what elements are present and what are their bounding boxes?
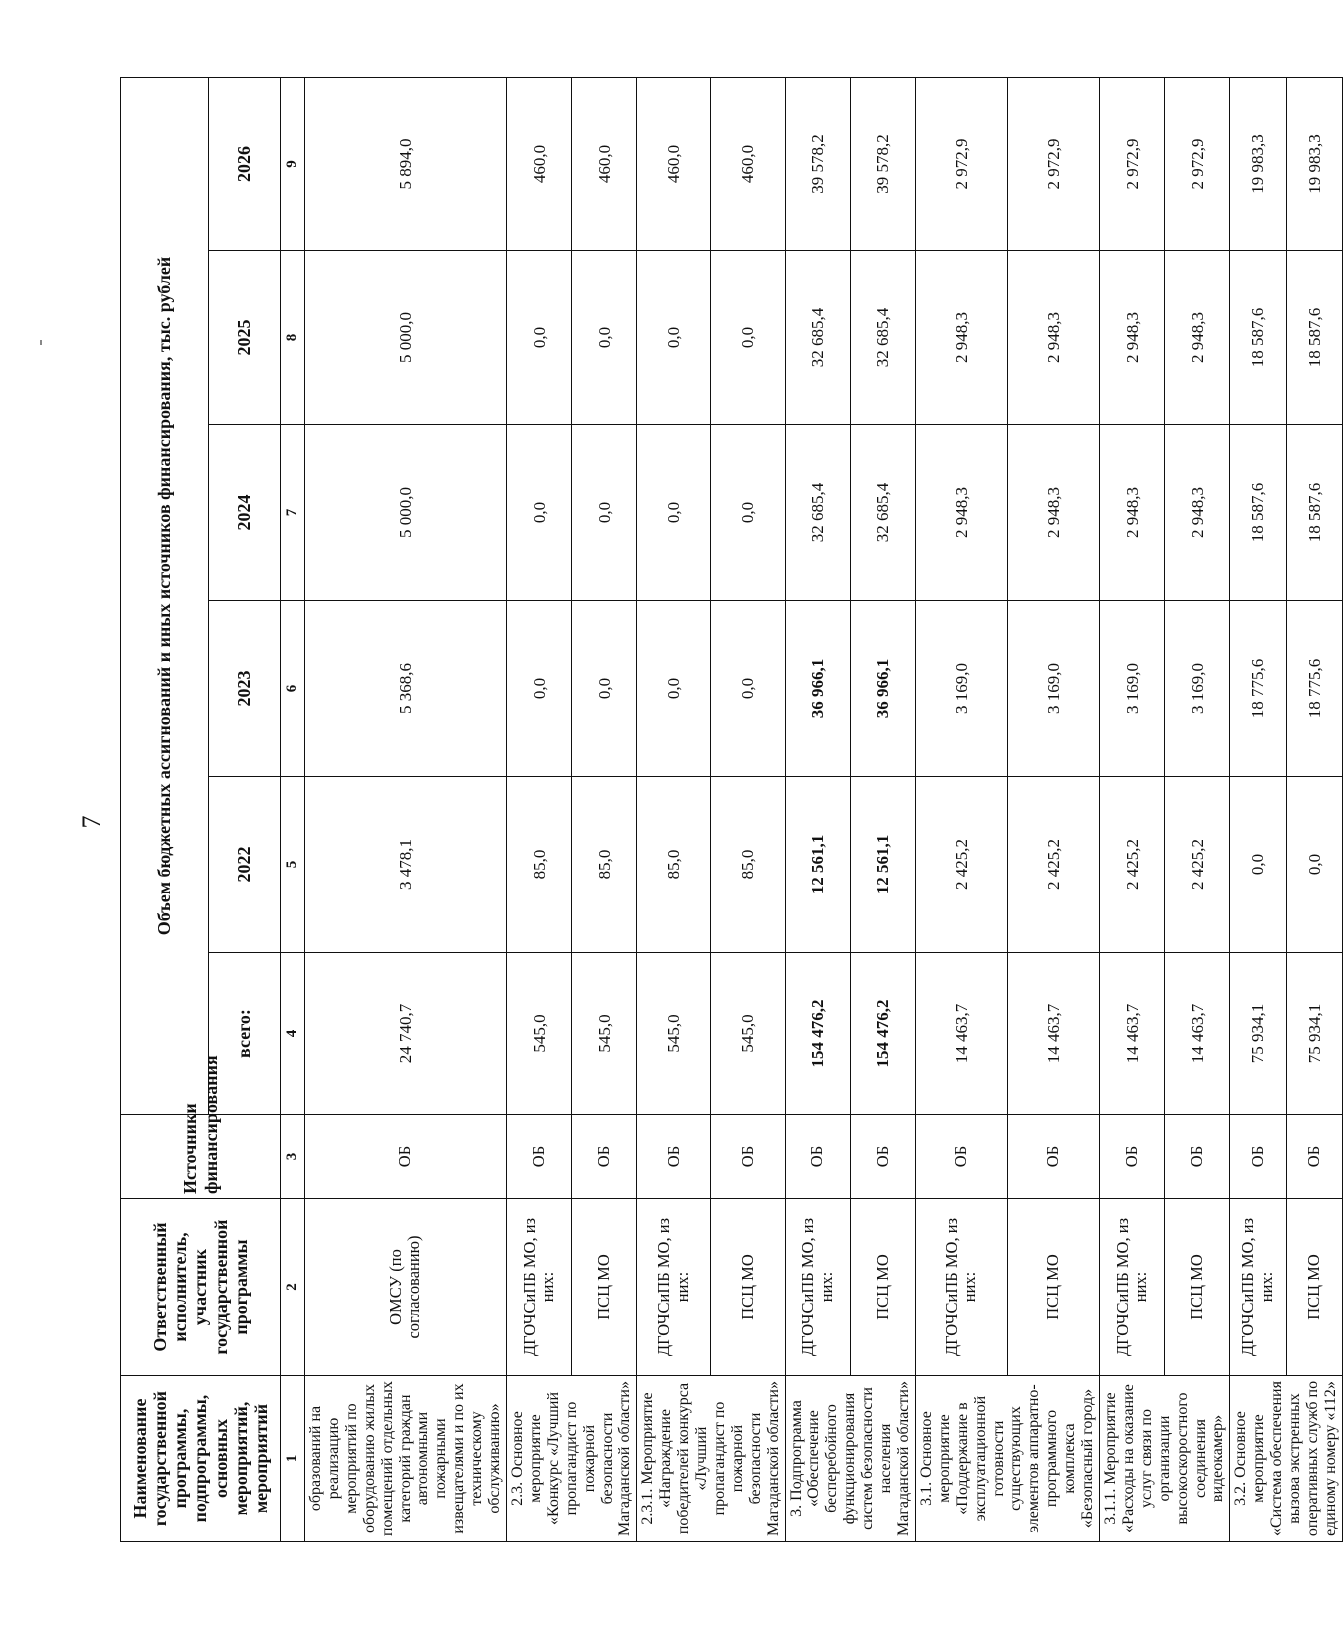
row-executor: ПСЦ МО xyxy=(711,1199,785,1376)
row-source: ОБ xyxy=(1230,1115,1286,1199)
row-total: 75 934,1 xyxy=(1230,953,1286,1115)
rotated-table-container xyxy=(120,78,1339,1542)
row-value-2022: 2 425,2 xyxy=(1007,777,1099,953)
table-row xyxy=(1099,77,1164,1541)
table-row xyxy=(785,77,850,1541)
row-value-2023: 18 775,6 xyxy=(1286,601,1342,777)
row-value-2024: 18 587,6 xyxy=(1286,425,1342,601)
row-value-2025: 18 587,6 xyxy=(1230,251,1286,425)
row-executor: ДГОЧСиПБ МО, из них: xyxy=(506,1199,571,1376)
row-value-2026: 2 972,9 xyxy=(1007,77,1099,250)
row-total: 14 463,7 xyxy=(1007,953,1099,1115)
row-name: 2.3. Основное мероприятие «Конкурс «Лучший пропагандист по пожарной безопасности Магаданской области» xyxy=(506,1376,636,1542)
row-value-2024: 5 000,0 xyxy=(305,425,507,601)
row-source: ОБ xyxy=(1007,1115,1099,1199)
row-value-2026: 2 972,9 xyxy=(1165,77,1230,250)
row-value-2026: 19 983,3 xyxy=(1286,77,1342,250)
row-value-2023: 0,0 xyxy=(572,601,637,777)
row-value-2023: 3 169,0 xyxy=(1099,601,1164,777)
row-value-2024: 2 948,3 xyxy=(1165,425,1230,601)
row-value-2023: 3 169,0 xyxy=(1007,601,1099,777)
row-value-2024: 0,0 xyxy=(711,425,785,601)
row-value-2025: 32 685,4 xyxy=(785,251,850,425)
header-year-2022: 2022 xyxy=(209,777,281,953)
row-value-2022: 85,0 xyxy=(572,777,637,953)
header-year-2026: 2026 xyxy=(209,77,281,250)
row-source: ОБ xyxy=(572,1115,637,1199)
row-total: 14 463,7 xyxy=(1099,953,1164,1115)
row-value-2026: 5 894,0 xyxy=(305,77,507,250)
page-number: 7 xyxy=(77,815,106,829)
row-executor: ДГОЧСиПБ МО, из них: xyxy=(1099,1199,1164,1376)
row-executor: ДГОЧСиПБ МО, из них: xyxy=(785,1199,850,1376)
header-volume: Объем бюджетных ассигнований и иных источников финансирования, тыс. рублей xyxy=(121,77,209,1114)
table-row xyxy=(506,77,571,1541)
header-year-2024: 2024 xyxy=(209,425,281,601)
row-source: ОБ xyxy=(305,1115,507,1199)
column-number: 7 xyxy=(281,425,305,601)
row-value-2024: 32 685,4 xyxy=(785,425,850,601)
row-value-2025: 2 948,3 xyxy=(1099,251,1164,425)
row-value-2022: 0,0 xyxy=(1230,777,1286,953)
row-value-2023: 3 169,0 xyxy=(915,601,1007,777)
row-value-2023: 18 775,6 xyxy=(1230,601,1286,777)
row-total: 14 463,7 xyxy=(915,953,1007,1115)
row-executor: ОМСУ (по согласованию) xyxy=(305,1199,507,1376)
row-executor: ПСЦ МО xyxy=(850,1199,915,1376)
scan-speck xyxy=(40,340,42,345)
column-number: 3 xyxy=(281,1115,305,1199)
table-row xyxy=(637,77,711,1541)
row-source: ОБ xyxy=(637,1115,711,1199)
header-row-top xyxy=(121,77,209,1541)
financing-table xyxy=(120,77,1343,1542)
row-executor: ПСЦ МО xyxy=(1286,1199,1342,1376)
row-value-2025: 18 587,6 xyxy=(1286,251,1342,425)
row-value-2022: 85,0 xyxy=(711,777,785,953)
row-total: 545,0 xyxy=(506,953,571,1115)
row-total: 545,0 xyxy=(637,953,711,1115)
table-row xyxy=(915,77,1007,1541)
row-value-2026: 460,0 xyxy=(637,77,711,250)
table-row xyxy=(850,77,915,1541)
row-source: ОБ xyxy=(1165,1115,1230,1199)
row-value-2023: 0,0 xyxy=(711,601,785,777)
row-value-2024: 18 587,6 xyxy=(1230,425,1286,601)
column-number: 6 xyxy=(281,601,305,777)
row-value-2026: 39 578,2 xyxy=(850,77,915,250)
row-value-2022: 12 561,1 xyxy=(850,777,915,953)
row-value-2023: 36 966,1 xyxy=(850,601,915,777)
row-value-2026: 2 972,9 xyxy=(1099,77,1164,250)
column-number: 5 xyxy=(281,777,305,953)
table-row xyxy=(1007,77,1099,1541)
row-value-2023: 3 169,0 xyxy=(1165,601,1230,777)
row-value-2024: 0,0 xyxy=(572,425,637,601)
row-value-2025: 2 948,3 xyxy=(1007,251,1099,425)
row-value-2025: 0,0 xyxy=(572,251,637,425)
table-row xyxy=(572,77,637,1541)
row-value-2024: 0,0 xyxy=(637,425,711,601)
row-total: 154 476,2 xyxy=(785,953,850,1115)
row-value-2022: 3 478,1 xyxy=(305,777,507,953)
row-total: 545,0 xyxy=(572,953,637,1115)
row-executor: ДГОЧСиПБ МО, из них: xyxy=(1230,1199,1286,1376)
row-value-2024: 32 685,4 xyxy=(850,425,915,601)
table-row xyxy=(1286,77,1342,1541)
row-value-2025: 5 000,0 xyxy=(305,251,507,425)
row-total: 14 463,7 xyxy=(1165,953,1230,1115)
row-value-2025: 0,0 xyxy=(506,251,571,425)
row-value-2025: 2 948,3 xyxy=(915,251,1007,425)
column-number: 1 xyxy=(281,1376,305,1542)
row-value-2023: 36 966,1 xyxy=(785,601,850,777)
row-source: ОБ xyxy=(1099,1115,1164,1199)
row-value-2022: 85,0 xyxy=(506,777,571,953)
row-value-2024: 0,0 xyxy=(506,425,571,601)
document-page xyxy=(120,78,1339,1542)
row-name: 3.1.1. Мероприятие «Расходы на оказание услуг связи по организации высокоскоростного соединения видеокамер» xyxy=(1099,1376,1229,1542)
row-total: 154 476,2 xyxy=(850,953,915,1115)
row-source: ОБ xyxy=(711,1115,785,1199)
row-total: 545,0 xyxy=(711,953,785,1115)
row-executor: ДГОЧСиПБ МО, из них: xyxy=(637,1199,711,1376)
row-value-2026: 460,0 xyxy=(572,77,637,250)
row-value-2023: 0,0 xyxy=(637,601,711,777)
row-value-2022: 0,0 xyxy=(1286,777,1342,953)
row-value-2024: 2 948,3 xyxy=(1099,425,1164,601)
row-value-2026: 19 983,3 xyxy=(1230,77,1286,250)
row-source: ОБ xyxy=(785,1115,850,1199)
row-value-2022: 2 425,2 xyxy=(1099,777,1164,953)
header-executor: Ответственный исполнитель, участник государственной программы xyxy=(121,1199,281,1376)
row-total: 24 740,7 xyxy=(305,953,507,1115)
table-row xyxy=(305,77,507,1541)
row-source: ОБ xyxy=(915,1115,1007,1199)
row-source: ОБ xyxy=(506,1115,571,1199)
header-year-2023: 2023 xyxy=(209,601,281,777)
header-source: Источники финансирования xyxy=(121,1115,281,1199)
table-row xyxy=(1230,77,1286,1541)
row-value-2023: 0,0 xyxy=(506,601,571,777)
row-total: 75 934,1 xyxy=(1286,953,1342,1115)
row-value-2025: 2 948,3 xyxy=(1165,251,1230,425)
row-executor: ПСЦ МО xyxy=(1007,1199,1099,1376)
row-source: ОБ xyxy=(1286,1115,1342,1199)
row-value-2026: 2 972,9 xyxy=(915,77,1007,250)
row-value-2022: 2 425,2 xyxy=(915,777,1007,953)
column-numbers-row xyxy=(281,77,305,1541)
row-name: 3.2. Основное мероприятие «Система обеспечения вызова экстренных оперативных служб по единому номеру «112» xyxy=(1230,1376,1342,1542)
row-value-2022: 2 425,2 xyxy=(1165,777,1230,953)
row-value-2026: 460,0 xyxy=(711,77,785,250)
row-value-2022: 85,0 xyxy=(637,777,711,953)
row-executor: ПСЦ МО xyxy=(1165,1199,1230,1376)
column-number: 9 xyxy=(281,77,305,250)
table-row xyxy=(1165,77,1230,1541)
table-row xyxy=(711,77,785,1541)
row-name: 3. Подпрограмма «Обеспечение бесперебойного функционирования систем безопасности населения Магаданской области» xyxy=(785,1376,915,1542)
row-executor: ПСЦ МО xyxy=(572,1199,637,1376)
row-value-2026: 460,0 xyxy=(506,77,571,250)
row-name: образований на реализацию мероприятий по оборудованию жилых помещений отдельных категорий граждан автономными пожарными извещателями и по их техническому обслуживанию» xyxy=(305,1376,507,1542)
row-executor: ДГОЧСиПБ МО, из них: xyxy=(915,1199,1007,1376)
row-value-2025: 0,0 xyxy=(711,251,785,425)
row-source: ОБ xyxy=(850,1115,915,1199)
header-name: Наименование государственной программы, подпрограммы, основных мероприятий, мероприятий xyxy=(121,1376,281,1542)
row-value-2026: 39 578,2 xyxy=(785,77,850,250)
row-value-2022: 12 561,1 xyxy=(785,777,850,953)
row-value-2024: 2 948,3 xyxy=(915,425,1007,601)
column-number: 4 xyxy=(281,953,305,1115)
header-total: всего: xyxy=(209,953,281,1115)
header-year-2025: 2025 xyxy=(209,251,281,425)
row-value-2024: 2 948,3 xyxy=(1007,425,1099,601)
column-number: 8 xyxy=(281,251,305,425)
row-value-2025: 0,0 xyxy=(637,251,711,425)
row-name: 2.3.1. Мероприятие «Награждение победителей конкурса «Лучший пропагандист по пожарной безопасности Магаданской области» xyxy=(637,1376,785,1542)
row-name: 3.1. Основное мероприятие «Поддержание в эксплуатационной готовности существующих элементов аппаратно-программного комплекса «Безопасный город» xyxy=(915,1376,1099,1542)
row-value-2023: 5 368,6 xyxy=(305,601,507,777)
row-value-2025: 32 685,4 xyxy=(850,251,915,425)
column-number: 2 xyxy=(281,1199,305,1376)
